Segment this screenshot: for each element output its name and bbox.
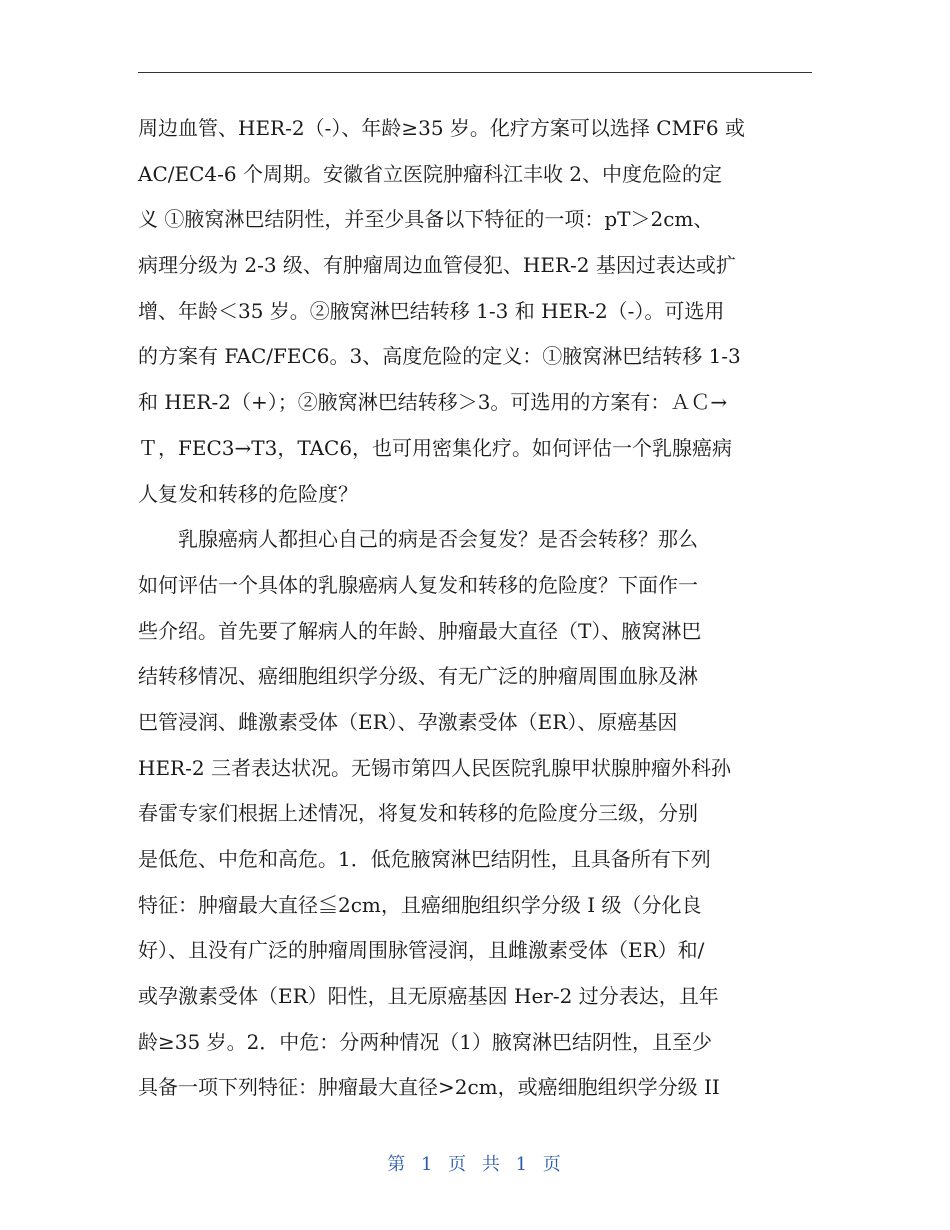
text-line: 些介绍。首先要了解病人的年龄、肿瘤最大直径（T）、腋窝淋巴: [138, 618, 702, 643]
text-line: 春雷专家们根据上述情况，将复发和转移的危险度分三级，分别: [138, 801, 698, 826]
text-line: 结转移情况、癌细胞组织学分级、有无广泛的肿瘤周围血脉及淋: [138, 664, 698, 689]
text-line: AC/EC4-6 个周期。安徽省立医院肿瘤科江丰收 2、中度危险的定: [138, 161, 723, 186]
text-line: 周边血管、HER-2（-）、年龄≥35 岁。化疗方案可以选择 CMF6 或: [138, 116, 746, 140]
text-line: 龄≥35 岁。2．中危：分两种情况（1）腋窝淋巴结阴性，且至少: [138, 1029, 713, 1054]
text-line: 和 HER-2（+）；②腋窝淋巴结转移＞3。可选用的方案有：ＡＣ→: [138, 390, 728, 415]
text-line: 增、年龄＜35 岁。②腋窝淋巴结转移 1-3 和 HER-2（-）。可选用: [138, 298, 725, 323]
document-body: [138, 106, 812, 1111]
text-line: Ｔ，FEC3→T3，TAC6，也可用密集化疗。如何评估一个乳腺癌病: [138, 435, 733, 460]
text-line: 或孕激素受体（ER）阳性，且无原癌基因 Her-2 过分表达，且年: [138, 984, 719, 1009]
text-line: 特征：肿瘤最大直径≦2cm，且癌细胞组织学分级 I 级（分化良: [138, 892, 702, 917]
text-line: HER-2 三者表达状况。无锡市第四人民医院乳腺甲状腺肿瘤外科孙: [138, 755, 731, 780]
text-line: 人复发和转移的危险度？: [138, 481, 358, 506]
text-line: 好）、且没有广泛的肿瘤周围脉管浸润，且雌激素受体（ER）和/: [138, 938, 705, 963]
text-line: 如何评估一个具体的乳腺癌病人复发和转移的危险度？下面作一: [138, 572, 698, 597]
page-number: 第 1 页 共 1 页: [387, 1154, 563, 1175]
text-line: 巴管浸润、雌激素受体（ER）、孕激素受体（ER）、原癌基因: [138, 709, 678, 734]
text-line: 病理分级为 2-3 级、有肿瘤周边血管侵犯、HER-2 基因过表达或扩: [138, 253, 736, 278]
text-line: 是低危、中危和高危。1．低危腋窝淋巴结阴性，且具备所有下列: [138, 847, 711, 871]
page-footer: [0, 1150, 950, 1176]
header-rule: [138, 72, 812, 73]
text-line: 的方案有 FAC/FEC6。3、高度危险的定义：①腋窝淋巴结转移 1-3: [138, 344, 741, 369]
text-line: 义 ①腋窝淋巴结阴性，并至少具备以下特征的一项：pT＞2cm、: [138, 207, 714, 232]
text-line: 具备一项下列特征：肿瘤最大直径>2cm，或癌细胞组织学分级 II: [138, 1075, 720, 1100]
paragraph-start-line: 乳腺癌病人都担心自己的病是否会复发？是否会转移？那么: [138, 527, 698, 552]
